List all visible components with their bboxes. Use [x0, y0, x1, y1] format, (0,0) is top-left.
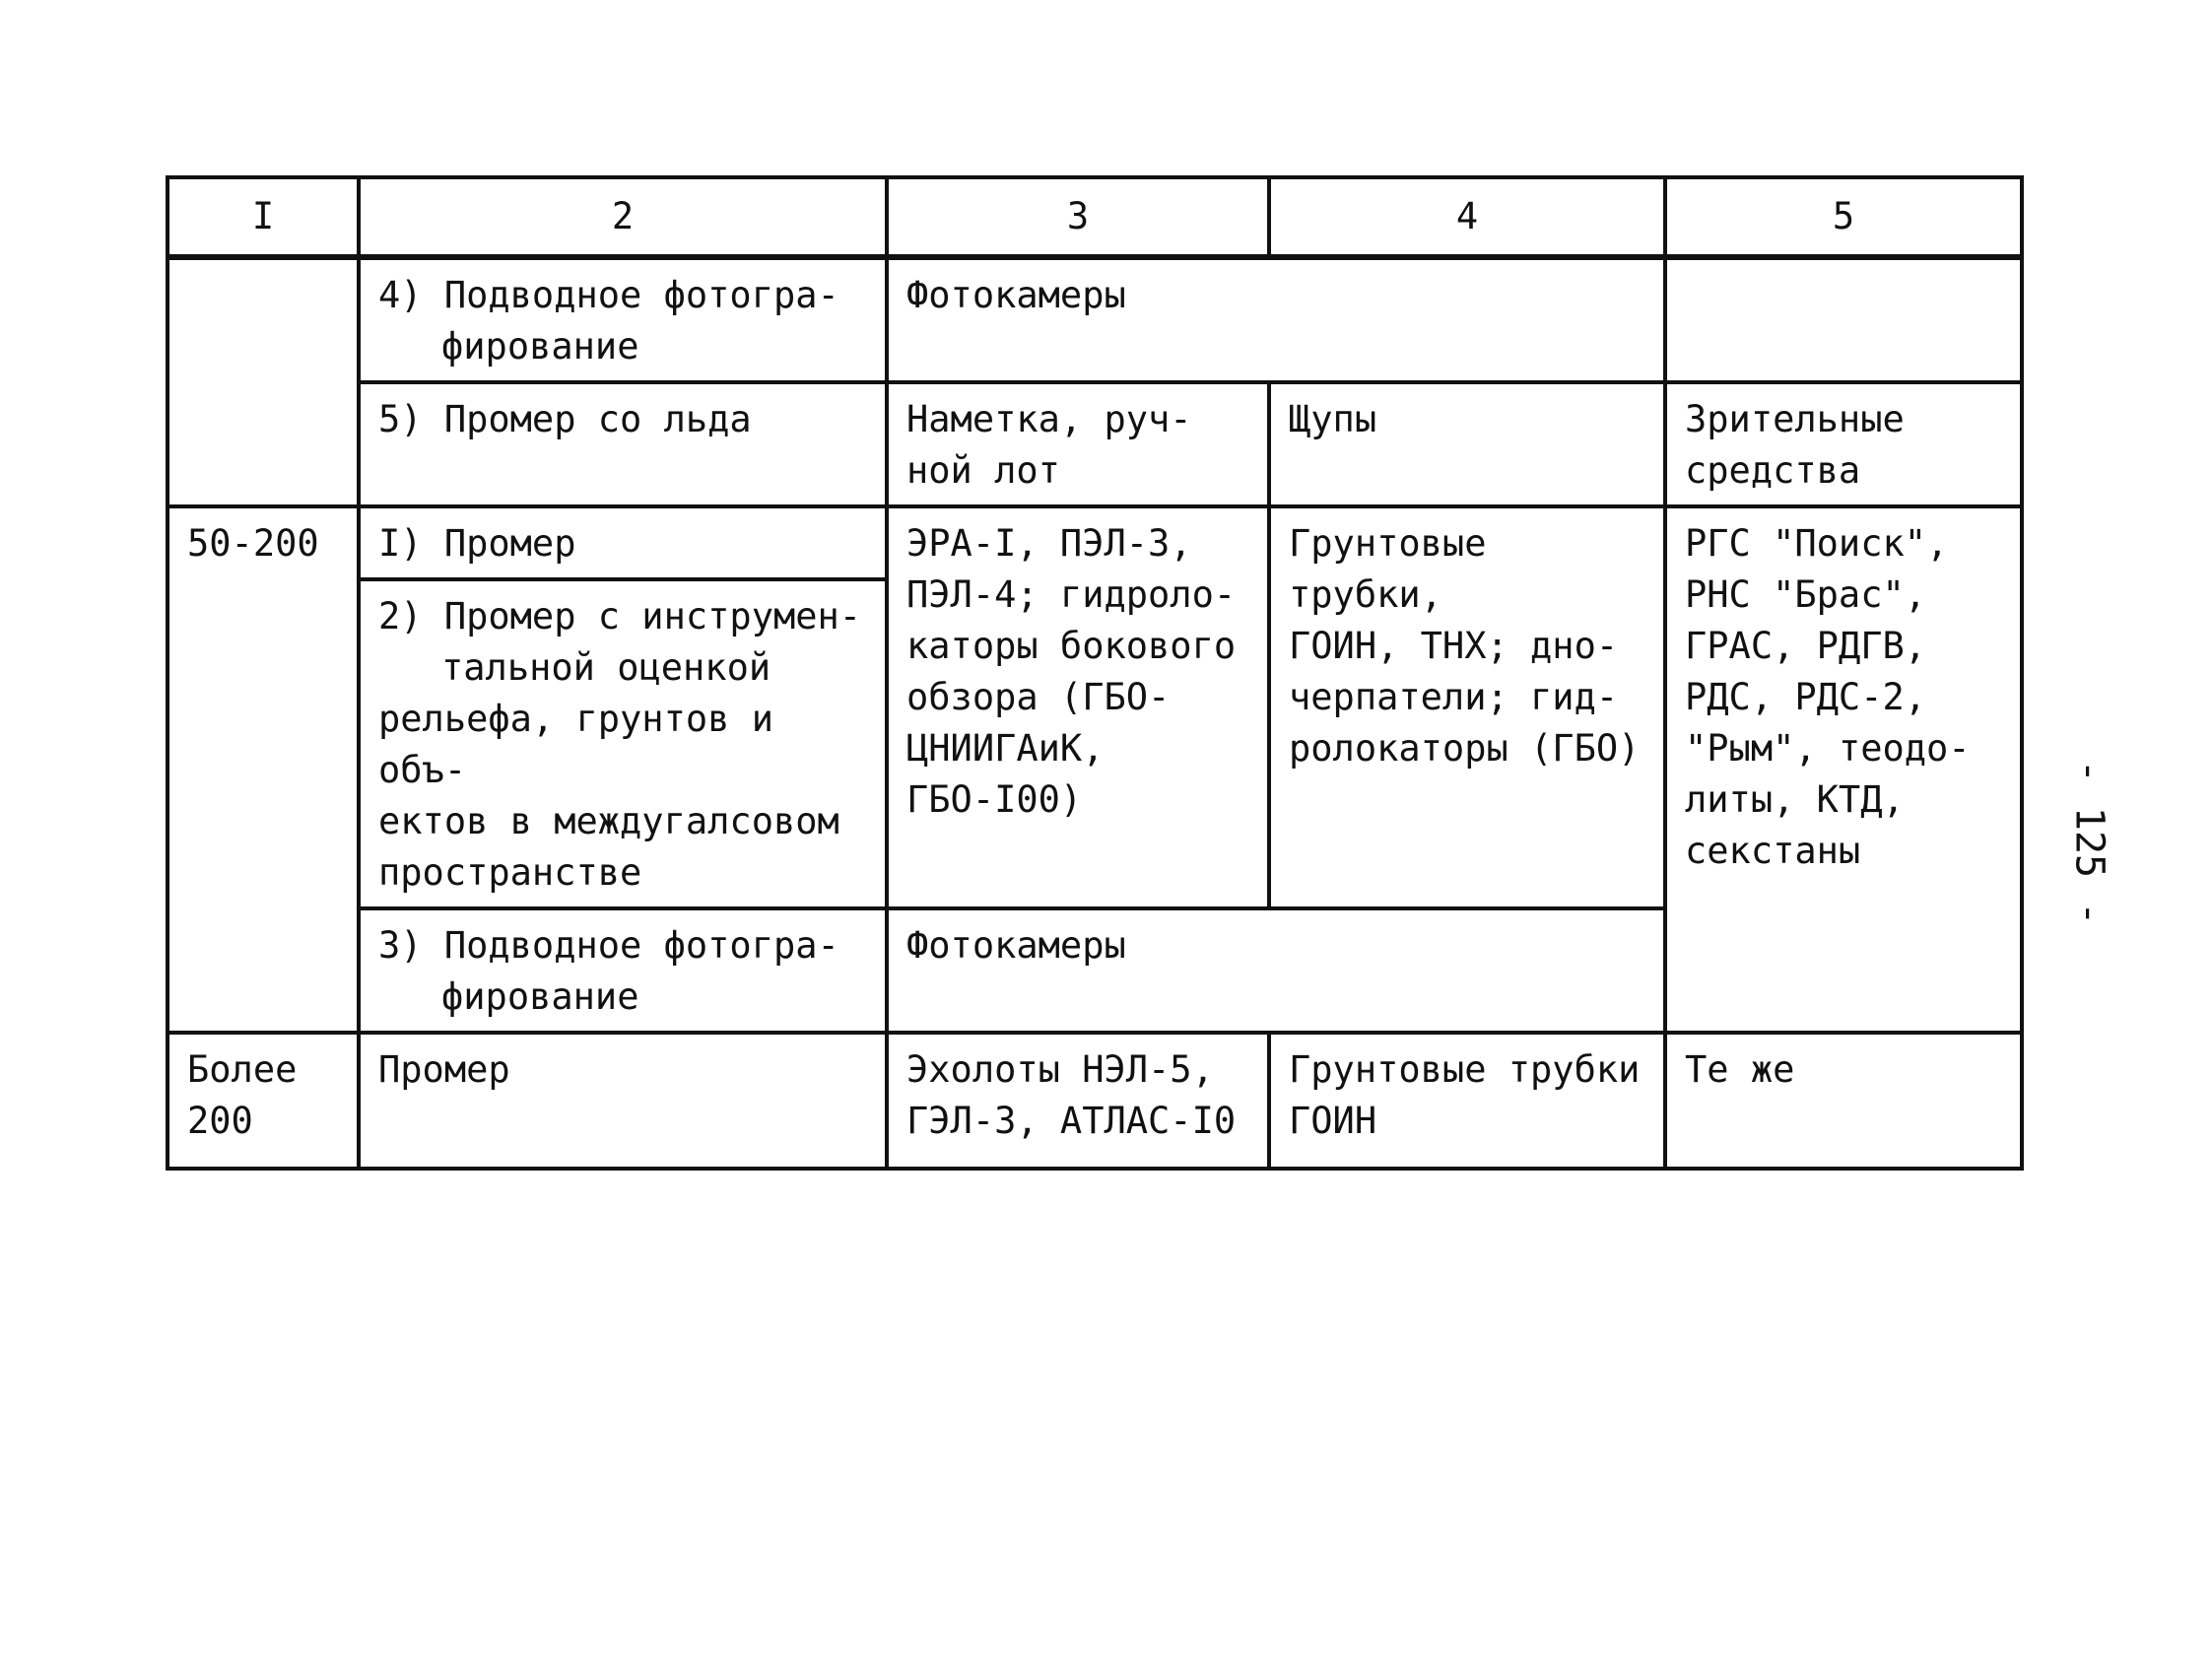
cell-line: фирование	[441, 975, 639, 1018]
cell-line: обзора (ГБО-	[906, 676, 1171, 718]
cell-line: фирование	[441, 325, 639, 368]
column-header-1: I	[168, 177, 359, 257]
cell-line: "Рым", теодо-	[1685, 727, 1971, 770]
cell-text: Щупы	[1289, 398, 1377, 440]
column-header-2: 2	[359, 177, 887, 257]
work-type-cell	[359, 506, 887, 579]
cell-line: ГОИН	[1289, 1100, 1377, 1142]
cell-line: Грунтовые трубки	[1289, 1048, 1641, 1091]
work-type-cell	[359, 579, 887, 908]
bottom-equipment-cell	[1269, 382, 1665, 506]
cell-text: Промер	[378, 1048, 510, 1091]
cell-line: ЦНИИГАиК,	[906, 727, 1105, 770]
cell-line: РГС "Поиск",	[1685, 522, 1949, 565]
cell-line: секстаны	[1685, 830, 1861, 872]
column-header-5: 5	[1665, 177, 2022, 257]
equipment-merged-cell	[887, 908, 1665, 1033]
cell-text: Фотокамеры	[906, 924, 1126, 967]
cell-line: черпатели; гид-	[1289, 676, 1619, 718]
cell-text: Фотокамеры	[906, 274, 1126, 316]
cell-line: Зрительные	[1685, 398, 1905, 440]
depth-cell-empty	[168, 257, 359, 506]
depth-equipment-cell	[887, 1033, 1269, 1169]
cell-text: Те же	[1685, 1048, 1795, 1091]
bottom-equipment-cell	[1269, 506, 1665, 908]
cell-line: каторы бокового	[906, 625, 1237, 667]
cell-line: 4) Подводное фотогра-	[378, 274, 839, 316]
work-type-cell	[359, 908, 887, 1033]
cell-line: ГБО-I00)	[906, 778, 1083, 821]
column-header-3: 3	[887, 177, 1269, 257]
positioning-cell	[1665, 382, 2022, 506]
depth-range-cell	[168, 506, 359, 1033]
cell-line: ПЭЛ-4; гидроло-	[906, 573, 1237, 616]
table-header-row	[168, 177, 2022, 257]
cell-line: ЭРА-I, ПЭЛ-3,	[906, 522, 1192, 565]
depth-equipment-cell	[887, 382, 1269, 506]
table-row	[168, 382, 2022, 506]
cell-line: 200	[187, 1100, 253, 1142]
work-type-cell	[359, 257, 887, 382]
cell-line: литы, КТД,	[1685, 778, 1905, 821]
auxiliary-cell	[1665, 257, 2022, 382]
cell-line: Более	[187, 1048, 298, 1091]
cell-line: пространстве	[378, 851, 642, 894]
cell-text: I) Промер	[378, 522, 576, 565]
cell-line: ГЭЛ-3, АТЛАС-I0	[906, 1100, 1237, 1142]
equipment-merged-cell	[887, 257, 1665, 382]
cell-line: РНС "Брас",	[1685, 573, 1927, 616]
cell-line: ектов в междугалсовом	[378, 800, 839, 842]
equipment-table	[166, 175, 2024, 1171]
cell-line: РДС, РДС-2,	[1685, 676, 1927, 718]
cell-line: ГОИН, ТНХ; дно-	[1289, 625, 1619, 667]
positioning-cell	[1665, 1033, 2022, 1169]
cell-line: 2) Промер с инструмен-	[378, 595, 862, 637]
page-number	[2059, 759, 2118, 926]
column-header-4: 4	[1269, 177, 1665, 257]
depth-range-cell	[168, 1033, 359, 1169]
work-type-cell	[359, 1033, 887, 1169]
cell-line: ной лот	[906, 449, 1060, 492]
cell-line: Эхолоты НЭЛ-5,	[906, 1048, 1214, 1091]
depth-equipment-cell	[887, 506, 1269, 908]
cell-text: 5) Промер со льда	[378, 398, 752, 440]
cell-line: Грунтовые трубки,	[1289, 522, 1487, 616]
bottom-equipment-cell	[1269, 1033, 1665, 1169]
cell-line: тальной оценкой	[441, 646, 771, 689]
cell-text: 50-200	[187, 522, 319, 565]
table-row	[168, 506, 2022, 579]
cell-line: Наметка, руч-	[906, 398, 1192, 440]
cell-line: ролокаторы (ГБО)	[1289, 727, 1641, 770]
cell-line: рельефа, грунтов и объ-	[378, 698, 773, 791]
cell-line: ГРАС, РДГВ,	[1685, 625, 1927, 667]
cell-line: 3) Подводное фотогра-	[378, 924, 839, 967]
table-row	[168, 257, 2022, 382]
cell-line: средства	[1685, 449, 1861, 492]
page-number-text: - 125 -	[2066, 759, 2112, 926]
table-row	[168, 1033, 2022, 1169]
positioning-cell	[1665, 506, 2022, 1033]
work-type-cell	[359, 382, 887, 506]
